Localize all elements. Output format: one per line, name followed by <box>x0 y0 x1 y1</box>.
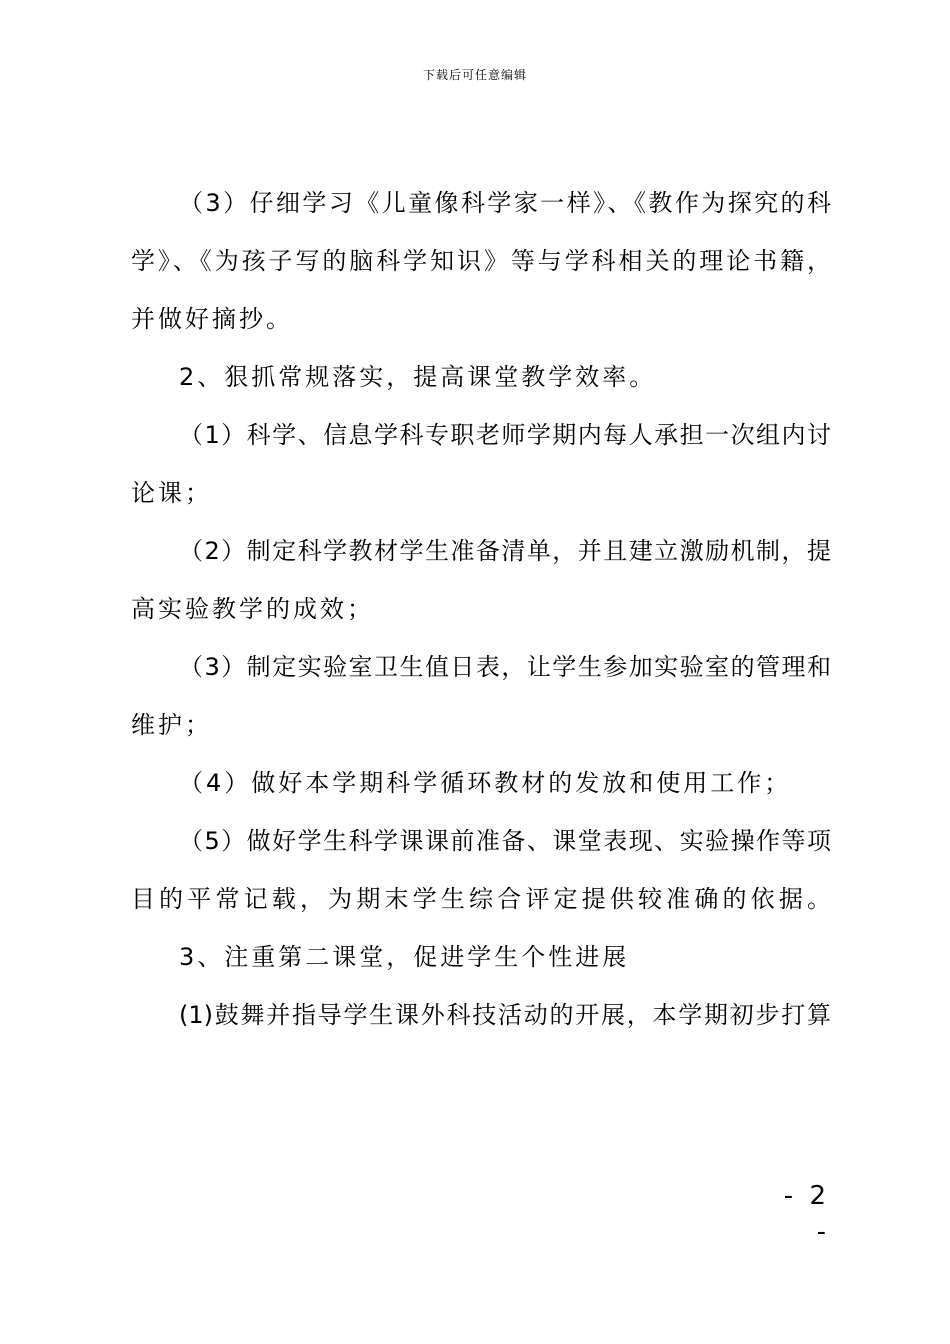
paragraph-line: 目的平常记载，为期末学生综合评定提供较准确的依据。 <box>131 885 831 913</box>
paragraph-line: (1)鼓舞并指导学生课外科技活动的开展，本学期初步打算 <box>179 1001 831 1029</box>
paragraph-4 <box>131 532 831 628</box>
header-note: 下载后可任意编辑 <box>422 68 527 82</box>
document-body <box>131 184 831 1054</box>
paragraph-1 <box>131 184 831 338</box>
paragraph-line: （3）仔细学习《儿童像科学家一样》、《教作为探究的科 <box>179 189 831 217</box>
paragraph-line: （2）制定科学教材学生准备清单，并且建立激励机制，提 <box>179 537 831 565</box>
paragraph-5 <box>131 648 831 744</box>
paragraph-line: 维护； <box>131 711 212 739</box>
paragraph-line: 学》、《为孩子写的脑科学知识》等与学科相关的理论书籍， <box>131 247 831 275</box>
paragraph-line: 论课； <box>131 479 212 507</box>
paragraph-8 <box>131 938 831 976</box>
paragraph-line: （4）做好本学期科学循环教材的发放和使用工作； <box>179 769 792 797</box>
paragraph-line: 高实验教学的成效； <box>131 595 374 623</box>
section-heading: 3、注重第二课堂，促进学生个性进展 <box>179 943 630 971</box>
paragraph-2 <box>131 358 831 396</box>
paragraph-3 <box>131 416 831 512</box>
paragraph-line: （3）制定实验室卫生值日表，让学生参加实验室的管理和 <box>179 653 831 681</box>
page-number: - 2 - <box>783 1181 830 1247</box>
paragraph-line: （5）做好学生科学课课前准备、课堂表现、实验操作等项 <box>179 827 831 855</box>
paragraph-7 <box>131 822 831 918</box>
section-heading: 2、狠抓常规落实，提高课堂教学效率。 <box>179 363 657 391</box>
paragraph-line: 并做好摘抄。 <box>131 305 293 333</box>
paragraph-9 <box>131 996 831 1034</box>
paragraph-6 <box>131 764 831 802</box>
paragraph-line: （1）科学、信息学科专职老师学期内每人承担一次组内讨 <box>179 421 831 449</box>
